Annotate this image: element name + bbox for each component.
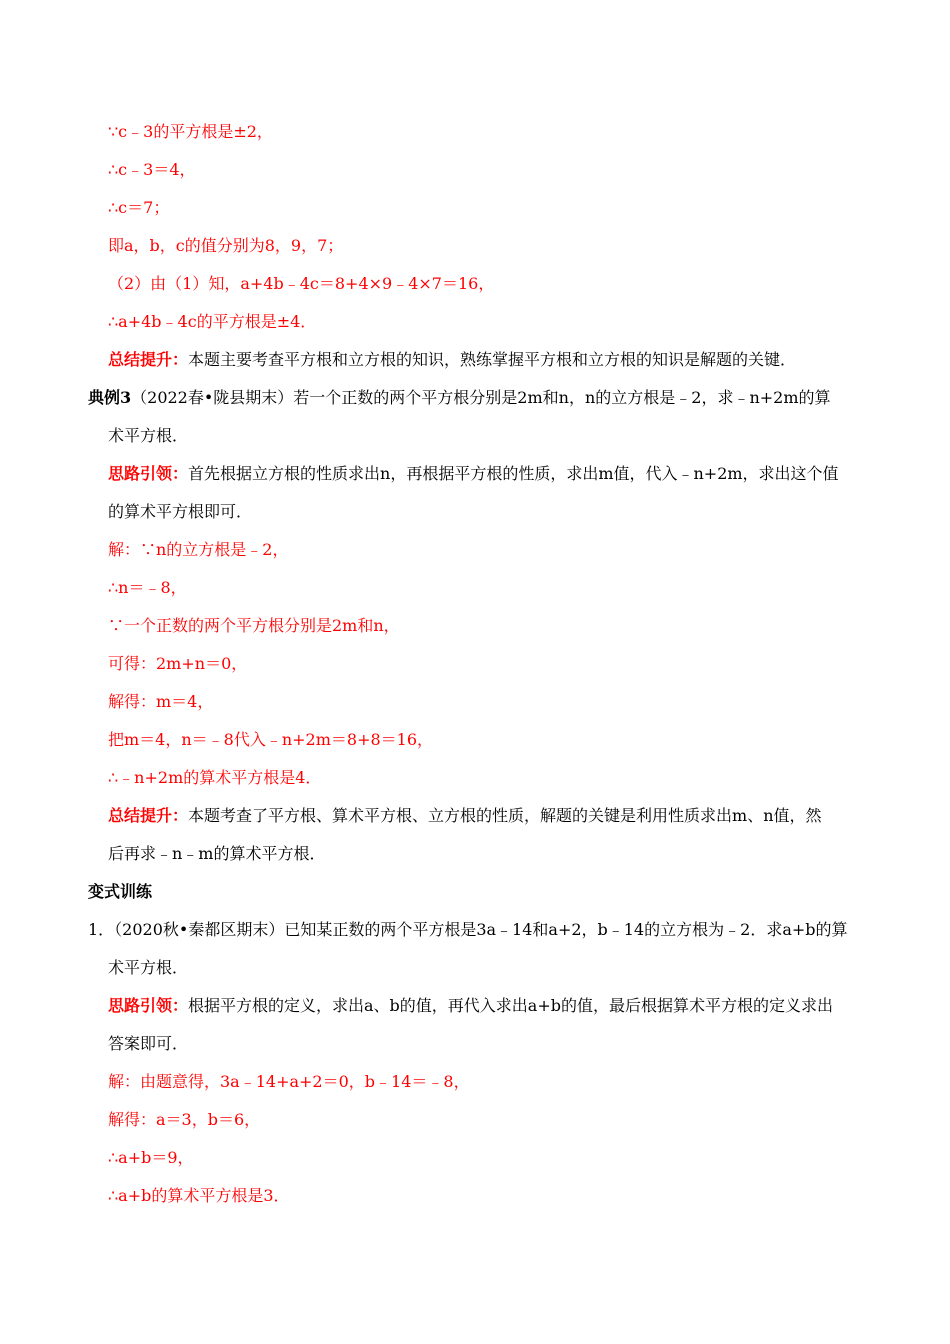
example3-summary-label: 总结提升： xyxy=(108,806,189,825)
variant-hint-line-2: 答案即可． xyxy=(108,1034,189,1053)
variant-hint-text: 根据平方根的定义，求出a、b的值，再代入求出a+b的值，最后根据算术平方根的定义求出 xyxy=(188,996,833,1015)
variant-question-line-1: 1．（2020秋•秦都区期末）已知某正数的两个平方根是3a﹣14和a+2，b﹣14的立方根为﹣2．求a+b的算 xyxy=(88,920,848,939)
example3-hint-line-2: 的算术平方根即可． xyxy=(108,502,253,521)
prev-solution-line-2: ∴c﹣3＝4， xyxy=(108,160,196,179)
example3-solution-line-1: 解：∵n的立方根是﹣2， xyxy=(108,540,289,559)
example3-question-text: （2022春•陇县期末）若一个正数的两个平方根分别是2m和n，n的立方根是﹣2，求﹣n+2m的算 xyxy=(131,388,831,407)
prev-summary-label: 总结提升： xyxy=(108,350,189,369)
example3-hint-text: 首先根据立方根的性质求出n，再根据平方根的性质，求出m值，代入﹣n+2m，求出这个值 xyxy=(188,464,839,483)
example3-hint-label: 思路引领： xyxy=(108,464,189,483)
prev-summary xyxy=(108,349,796,371)
example3-solution-line-6: 把m＝4，n＝﹣8代入﹣n+2m＝8+8＝16， xyxy=(108,730,434,749)
variant-solution-line-3: ∴a+b＝9， xyxy=(108,1148,194,1167)
example3-question-line-1 xyxy=(88,387,831,409)
variant-hint-line-1 xyxy=(108,995,833,1017)
variant-solution-line-1: 解：由题意得，3a﹣14+a+2＝0，b﹣14＝﹣8， xyxy=(108,1072,470,1091)
example3-solution-line-3: ∵一个正数的两个平方根分别是2m和n， xyxy=(108,616,400,635)
prev-summary-text: 本题主要考查平方根和立方根的知识，熟练掌握平方根和立方根的知识是解题的关键． xyxy=(188,350,797,369)
variant-heading: 变式训练 xyxy=(88,882,153,901)
example3-solution-line-4: 可得：2m+n＝0， xyxy=(108,654,248,673)
example3-label: 典例3 xyxy=(88,388,132,407)
example3-summary-line-1 xyxy=(108,805,822,827)
variant-solution-line-4: ∴a+b的算术平方根是3． xyxy=(108,1186,290,1205)
example3-summary-line-2: 后再求﹣n﹣m的算术平方根． xyxy=(108,844,326,863)
example3-solution-line-5: 解得：m＝4， xyxy=(108,692,214,711)
prev-solution-line-3: ∴c＝7； xyxy=(108,198,170,217)
variant-question-line-2: 术平方根． xyxy=(108,958,189,977)
prev-solution-line-5: （2）由（1）知，a+4b﹣4c＝8+4×9﹣4×7＝16， xyxy=(108,274,495,293)
example3-solution-line-2: ∴n＝﹣8， xyxy=(108,578,187,597)
prev-solution-line-6: ∴a+4b﹣4c的平方根是±4． xyxy=(108,312,317,331)
variant-hint-label: 思路引领： xyxy=(108,996,189,1015)
prev-solution-line-4: 即a，b，c的值分别为8，9，7； xyxy=(108,236,344,255)
prev-solution-line-1: ∵c﹣3的平方根是±2， xyxy=(108,122,273,141)
example3-hint-line-1 xyxy=(108,463,839,485)
variant-solution-line-2: 解得：a＝3，b＝6， xyxy=(108,1110,261,1129)
example3-solution-line-7: ∴﹣n+2m的算术平方根是4． xyxy=(108,768,322,787)
example3-summary-text: 本题考查了平方根、算术平方根、立方根的性质，解题的关键是利用性质求出m、n值，然 xyxy=(188,806,822,825)
example3-question-line-2: 术平方根． xyxy=(108,426,189,445)
